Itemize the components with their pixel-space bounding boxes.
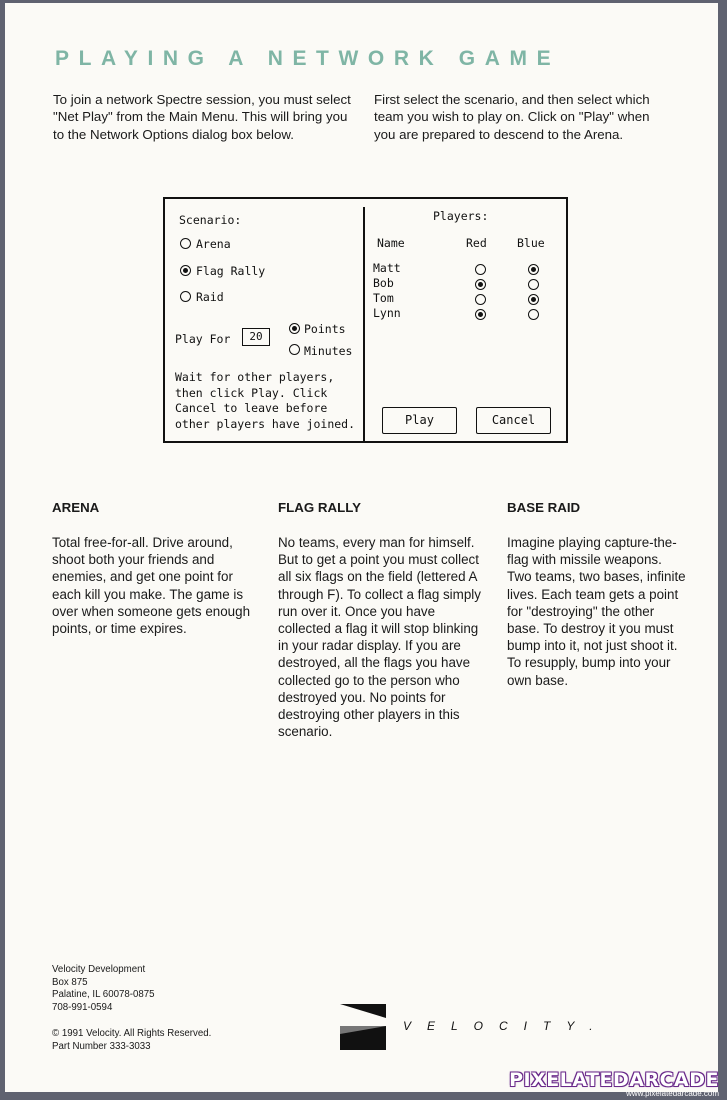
watermark-url: www.pixelatedarcade.com xyxy=(626,1089,719,1098)
units-radio-minutes[interactable] xyxy=(289,344,300,355)
scenario-label: Scenario: xyxy=(179,213,242,227)
flag-rally-heading: FLAG RALLY xyxy=(278,500,361,515)
arena-heading: ARENA xyxy=(52,500,100,515)
site-watermark xyxy=(509,1069,719,1098)
watermark-logo: PIXELATEDARCADE xyxy=(509,1069,719,1091)
scenario-option-flag-rally[interactable]: Flag Rally xyxy=(196,264,266,278)
page-title: PLAYING A NETWORK GAME xyxy=(55,47,561,70)
player-red-radio[interactable] xyxy=(475,294,486,305)
play-for-label: Play For xyxy=(175,332,231,346)
column-blue-header: Blue xyxy=(517,236,545,250)
play-button[interactable]: Play xyxy=(382,407,457,434)
velocity-logo-mark xyxy=(340,1004,386,1050)
base-raid-description: Imagine playing capture-the-flag with missile weapons. Two teams, two bases, infinite lives. Each team gets a point for "destroying" the other base. To destroy it you must bump into it, not just shoot it. To resupply, bump into your own base. xyxy=(507,535,686,688)
player-name: Matt xyxy=(373,261,401,275)
scenario-option-arena[interactable]: Arena xyxy=(196,237,231,251)
intro-right-paragraph: First select the scenario, and then select which team you wish to play on. Click on "Play" when you are prepared to descend to the Arena. xyxy=(374,92,650,142)
player-blue-radio[interactable] xyxy=(528,279,539,290)
player-blue-radio[interactable] xyxy=(528,309,539,320)
player-name: Lynn xyxy=(373,306,401,320)
velocity-logo-text: VELOCITY. xyxy=(403,1019,609,1033)
player-name: Tom xyxy=(373,291,394,305)
base-raid-heading: BASE RAID xyxy=(507,500,581,515)
address-line: Velocity Development xyxy=(52,964,146,975)
units-option-minutes[interactable]: Minutes xyxy=(304,344,353,358)
play-for-input[interactable]: 20 xyxy=(242,328,270,346)
scenario-radio-flag-rally[interactable] xyxy=(180,265,191,276)
player-red-radio[interactable] xyxy=(475,279,486,290)
company-address xyxy=(52,964,155,1015)
player-blue-radio[interactable] xyxy=(528,264,539,275)
scenario-radio-arena[interactable] xyxy=(180,238,191,249)
flag-rally-description: No teams, every man for himself. But to get a point you must collect all six flags on the field (lettered A through F). To collect a flag simply run over it. Once you have collected a flag it will stop blinking in your radar display. If you are destroyed, all the flags you have collected go to the person who destroyed you. No points for destroying other players in this scenario. xyxy=(278,535,481,740)
address-line: Palatine, IL 60078-0875 xyxy=(52,989,155,1001)
scenario-radio-raid[interactable] xyxy=(180,291,191,302)
wait-instructions: Wait for other players, then click Play. Click Cancel to leave before other players have joined. xyxy=(175,370,356,431)
players-label: Players: xyxy=(433,209,489,223)
player-red-radio[interactable] xyxy=(475,309,486,320)
player-blue-radio[interactable] xyxy=(528,294,539,305)
part-number: Part Number 333-3033 xyxy=(52,1040,151,1052)
network-options-dialog xyxy=(163,197,568,443)
units-option-points[interactable]: Points xyxy=(304,322,346,336)
player-name: Bob xyxy=(373,276,394,290)
copyright-notice: © 1991 Velocity. All Rights Reserved. xyxy=(52,1028,212,1039)
units-radio-points[interactable] xyxy=(289,323,300,334)
column-red-header: Red xyxy=(466,236,487,250)
address-line: 708-991-0594 xyxy=(52,1002,113,1014)
column-name-header: Name xyxy=(377,236,405,250)
scenario-option-raid[interactable]: Raid xyxy=(196,290,224,304)
cancel-button[interactable]: Cancel xyxy=(476,407,551,434)
arena-description: Total free-for-all. Drive around, shoot both your friends and enemies, and get one point for each kill you make. The game is over when someone gets enough points, or time expires. xyxy=(52,535,251,637)
dialog-divider xyxy=(363,207,365,441)
manual-page xyxy=(5,3,718,1092)
legal-info xyxy=(52,1028,211,1053)
address-line: Box 875 xyxy=(52,976,88,988)
intro-left-paragraph: To join a network Spectre session, you must select "Net Play" from the Main Menu. This will bring you to the Network Options dialog box below. xyxy=(53,92,351,142)
player-red-radio[interactable] xyxy=(475,264,486,275)
